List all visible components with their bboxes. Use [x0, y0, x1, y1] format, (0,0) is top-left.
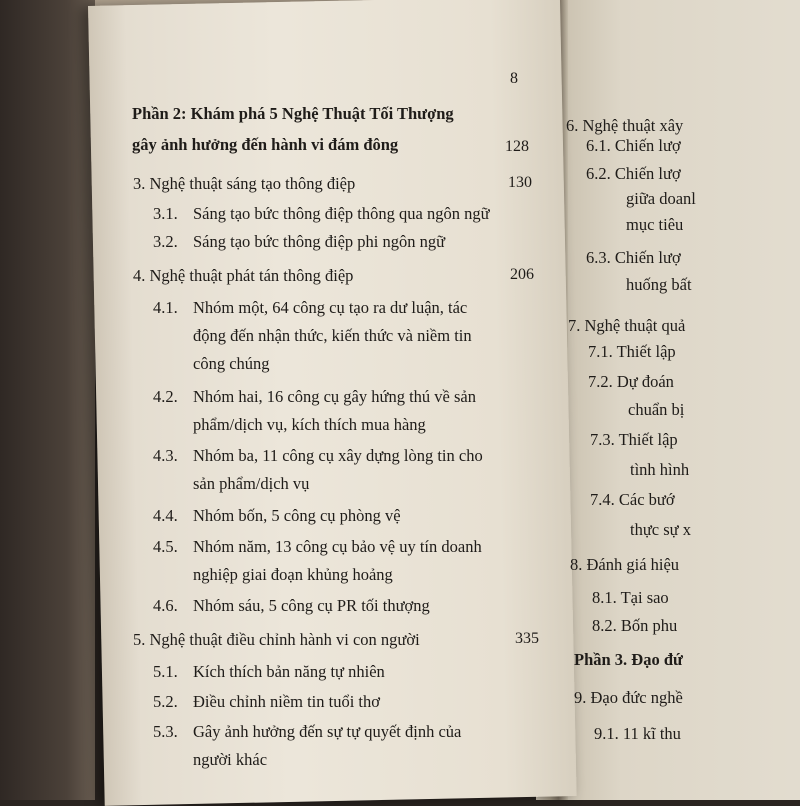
part2-title-line1: Phần 2: Khám phá 5 Nghệ Thuật Tối Thượng	[132, 104, 454, 123]
right-line: 9. Đạo đức nghề	[574, 688, 683, 707]
toc-item-line: Nhóm ba, 11 công cụ xây dựng lòng tin cho	[193, 446, 483, 465]
right-line: 8.1. Tại sao	[592, 588, 669, 607]
part2-page: 128	[505, 138, 529, 155]
toc-item-number: 4.3.	[153, 446, 178, 465]
page-number: 8	[510, 70, 518, 87]
toc-item-number: 4.5.	[153, 537, 178, 556]
toc-item-line: nghiệp giai đoạn khủng hoảng	[193, 565, 393, 584]
toc-item-line: công chúng	[193, 354, 270, 373]
toc-item-line: Nhóm một, 64 công cụ tạo ra dư luận, tác	[193, 298, 468, 317]
right-line: Phần 3. Đạo đứ	[574, 650, 683, 669]
toc-item-line: người khác	[193, 750, 268, 769]
toc-item-line: Nhóm hai, 16 công cụ gây hứng thú về sản	[193, 387, 476, 406]
toc-item-number: 4.4.	[153, 506, 178, 525]
toc-item-line: Gây ảnh hưởng đến sự tự quyết định của	[193, 722, 462, 741]
right-line: 7. Nghệ thuật quả	[568, 316, 686, 335]
background-left	[0, 0, 95, 800]
right-line: 8.2. Bốn phu	[592, 616, 678, 635]
chapter-4-title: 4. Nghệ thuật phát tán thông điệp	[133, 266, 354, 285]
toc-item-line: Nhóm năm, 13 công cụ bảo vệ uy tín doanh	[193, 537, 482, 556]
toc-item-line: Sáng tạo bức thông điệp thông qua ngôn ngữ	[193, 204, 490, 223]
toc-item-line: Sáng tạo bức thông điệp phi ngôn ngữ	[193, 232, 446, 251]
right-line: 7.4. Các bướ	[590, 490, 675, 509]
toc-item-number: 5.3.	[153, 722, 178, 741]
right-line: 6.2. Chiến lượ	[586, 164, 681, 183]
toc-item-line: Kích thích bản năng tự nhiên	[193, 662, 385, 681]
right-line: thực sự x	[630, 520, 691, 539]
toc-item-number: 5.1.	[153, 662, 178, 681]
chapter-3-title: 3. Nghệ thuật sáng tạo thông điệp	[133, 174, 356, 193]
part2-title-line2: gây ảnh hưởng đến hành vi đám đông	[132, 135, 399, 154]
toc-item-line: Nhóm bốn, 5 công cụ phòng vệ	[193, 506, 401, 525]
toc-item-line: Điều chỉnh niềm tin tuổi thơ	[193, 692, 380, 711]
toc-item-line: sản phẩm/dịch vụ	[193, 474, 310, 493]
toc-item-line: phẩm/dịch vụ, kích thích mua hàng	[193, 415, 426, 434]
chapter-4-page: 206	[510, 266, 534, 283]
right-line: mục tiêu	[626, 215, 684, 234]
chapter-5-title: 5. Nghệ thuật điều chỉnh hành vi con người	[133, 630, 420, 649]
toc-item-number: 4.2.	[153, 387, 178, 406]
chapter-5-page: 335	[515, 630, 539, 647]
right-line: giữa doanl	[626, 189, 696, 208]
right-line: chuẩn bị	[628, 400, 685, 419]
right-line: 7.3. Thiết lập	[590, 430, 678, 449]
right-line: tình hình	[630, 460, 690, 479]
toc-item-number: 3.2.	[153, 232, 178, 251]
right-line: 7.2. Dự đoán	[588, 372, 674, 391]
toc-item-number: 5.2.	[153, 692, 178, 711]
right-line: 7.1. Thiết lập	[588, 342, 676, 361]
right-line: 6.1. Chiến lượ	[586, 136, 681, 155]
toc-item-line: Nhóm sáu, 5 công cụ PR tối thượng	[193, 596, 430, 615]
toc-item-number: 3.1.	[153, 204, 178, 223]
right-line: 8. Đánh giá hiệu	[570, 555, 680, 574]
right-line: huống bất	[626, 275, 692, 294]
toc-item-number: 4.1.	[153, 298, 178, 317]
toc-item-line: động đến nhận thức, kiến thức và niềm tin	[193, 326, 472, 345]
chapter-3-page: 130	[508, 174, 532, 191]
right-line: 6.3. Chiến lượ	[586, 248, 681, 267]
right-line: 6. Nghệ thuật xây	[566, 116, 684, 135]
toc-item-number: 4.6.	[153, 596, 178, 615]
right-line: 9.1. 11 kĩ thu	[594, 724, 681, 743]
